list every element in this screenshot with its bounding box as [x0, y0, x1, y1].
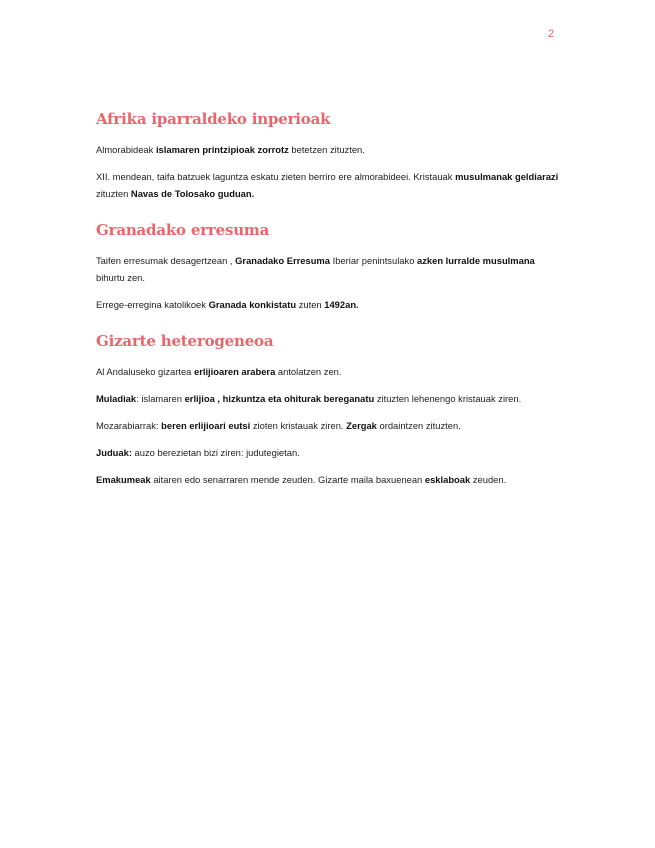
page-number: 2 — [548, 28, 555, 40]
paragraph: Muladiak: islamaren erlijioa , hizkuntza eta ohiturak bereganatu zituzten lehenengo kristauak ziren. — [96, 393, 522, 404]
section-title-afrika: Afrika iparraldeko inperioak — [96, 110, 331, 128]
paragraph: Juduak: auzo berezietan bizi ziren: judutegietan. — [96, 447, 300, 458]
paragraph: Mozarabiarrak: beren erlijioari eutsi zioten kristauak ziren. Zergak ordaintzen zituzten. — [96, 420, 461, 431]
document-body — [96, 110, 566, 498]
paragraph: Taifen erresumak desagertzean , Granadako Erresuma Iberiar penintsulako azken lurralde musulmana bihurtu zen. — [96, 255, 535, 283]
section-title-granada: Granadako erresuma — [96, 221, 270, 239]
paragraph: Emakumeak aitaren edo senarraren mende zeuden. Gizarte maila baxuenean esklaboak zeuden. — [96, 474, 507, 485]
paragraph: Al Andaluseko gizartea erlijioaren arabera antolatzen zen. — [96, 366, 342, 377]
paragraph: Errege-erregina katolikoek Granada konkistatu zuten 1492an. — [96, 299, 359, 310]
section-title-gizarte: Gizarte heterogeneoa — [96, 332, 274, 350]
paragraph: Almorabideak islamaren printzipioak zorrotz betetzen zituzten. — [96, 144, 365, 155]
paragraph: XII. mendean, taifa batzuek laguntza eskatu zieten berriro ere almorabideei. Kristauak musulmanak geldiarazi zituzten Navas de Tolosako guduan. — [96, 171, 559, 199]
